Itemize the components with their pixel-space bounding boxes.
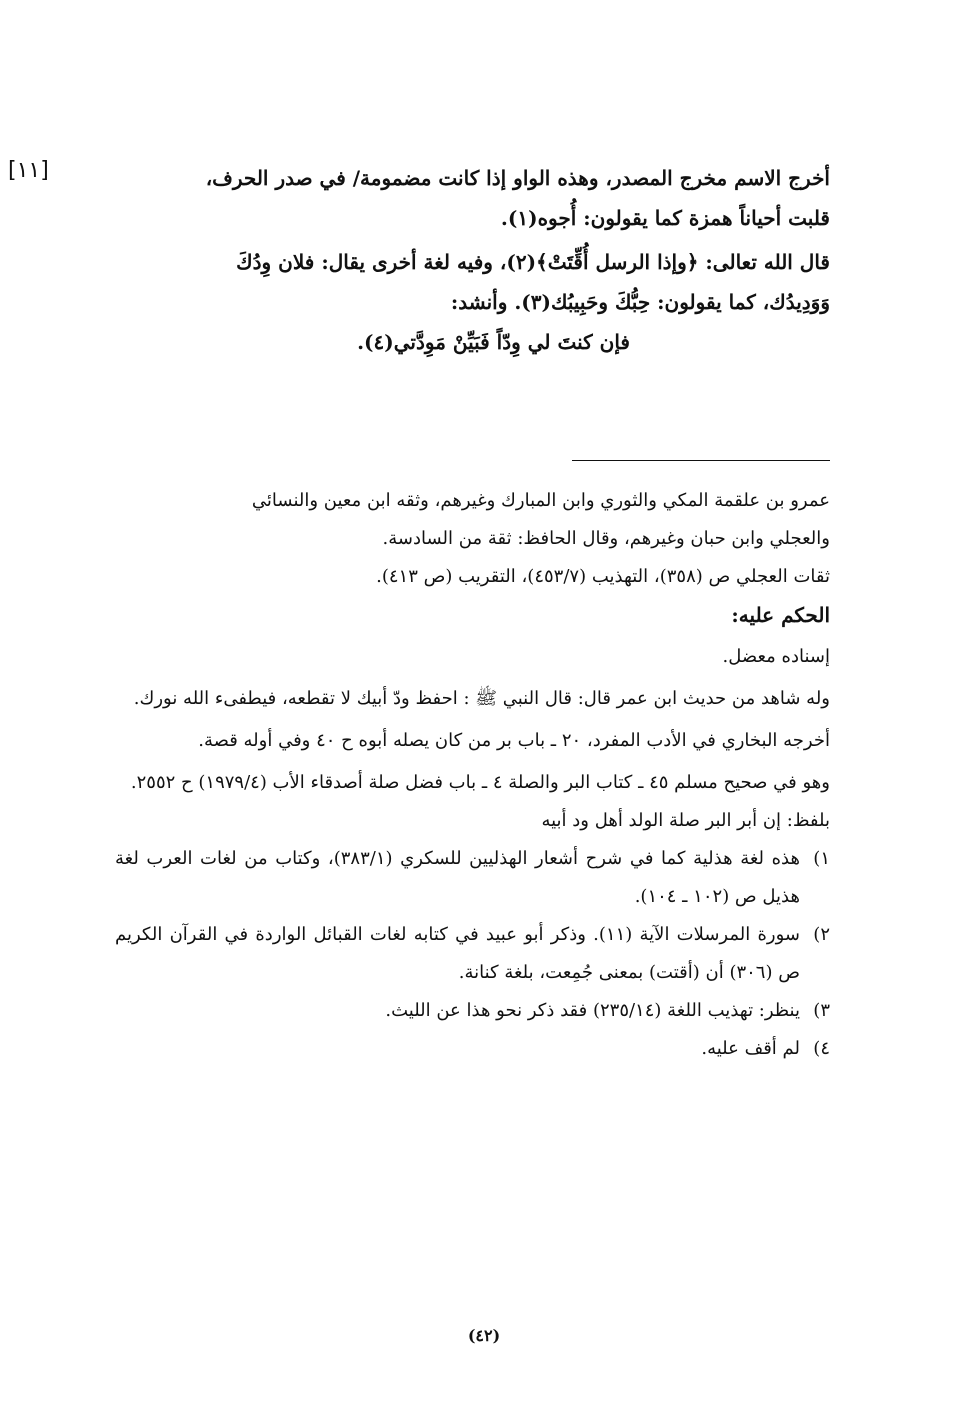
footnote-1	[115, 840, 830, 916]
footnote-3	[115, 992, 830, 1030]
ruling-heading: الحكم عليه:	[731, 603, 830, 627]
footnote-text: هذه لغة هذلية كما في شرح أشعار الهذليين للسكري (٣٨٣/١)، وكتاب من لغات العرب لغة هذيل ص (١٠٢ ـ ١٠٤).	[115, 848, 800, 907]
footnote-4	[115, 1030, 830, 1068]
footnotes-area	[115, 482, 830, 1068]
note-line-1: عمرو بن علقمة المكي والثوري وابن المبارك وغيرهم، وثقه ابن معين والنسائي	[251, 490, 830, 511]
page-marker: [١١]	[8, 158, 49, 183]
note-line-3: ثقات العجلي ص (٣٥٨)، التهذيب (٤٥٣/٧)، التقريب (ص ٤١٣).	[376, 566, 830, 587]
footnote-number: ٢)	[813, 924, 830, 945]
footnote-number: ٣)	[813, 1000, 830, 1021]
note-line-4: إسناده معضل.	[722, 646, 830, 667]
verse-line: فإن كنتَ لي وِدّاً فَبَيِّنْ مَوِدَّتي(٤).	[357, 330, 630, 354]
note-line-7: وهو في صحيح مسلم ٤٥ ـ كتاب البر والصلة ٤ ـ باب فضل صلة أصدقاء الأب (١٩٧٩/٤) ح ٢٥٥٢.	[130, 772, 830, 793]
footnote-number: ٤)	[813, 1038, 830, 1059]
note-line-2: والعجلي وابن حبان وغيرهم، وقال الحافظ: ثقة من السادسة.	[382, 528, 830, 549]
footnote-separator	[572, 460, 830, 461]
main-line-1: أخرج الاسم مخرج المصدر، وهذه الواو إذا كانت مضمومة/ في صدر الحرف،	[205, 166, 830, 190]
main-line-3: قال الله تعالى: ﴿وإذا الرسل أُقِّتَتْ﴾(٢)، وفيه لغة أخرى يقال: فلان وِدُكَ	[236, 250, 830, 274]
footnote-number: ١)	[813, 848, 830, 869]
footnote-2	[115, 916, 830, 992]
main-line-4: وَوَدِيدُك، كما يقولون: حِبُّكَ وحَبِيبُك(٣). وأنشد:	[450, 290, 830, 314]
footnote-text: ينظر: تهذيب اللغة (٢٣٥/١٤) فقد ذكر نحو هذا عن الليث.	[385, 1000, 800, 1021]
main-text	[110, 158, 830, 362]
page-number: (٤٢)	[467, 1326, 501, 1345]
footnote-text: لم أقف عليه.	[701, 1038, 800, 1059]
note-line-8: بلفظ: إن أبر البر صلة الولد أهل ود أبيه	[541, 810, 830, 831]
footnote-text: سورة المرسلات الآية (١١). وذكر أبو عبيد في كتابه لغات القبائل الواردة في القرآن الكريم ص (٣٠٦) أن (أقتت) بمعنى جُمِعت، بلغة كنانة.	[115, 924, 800, 983]
main-line-2: قلبت أحياناً همزة كما يقولون: أُجوه(١).	[500, 206, 830, 230]
note-line-5: وله شاهد من حديث ابن عمر قال: قال النبي ﷺ : احفظ ودّ أبيك لا تقطعه، فيطفىء الله نورك.	[133, 688, 830, 709]
note-line-6: أخرجه البخاري في الأدب المفرد، ٢٠ ـ باب بر من كان يصله أبوه ح ٤٠ وفي أوله قصة.	[198, 730, 830, 751]
